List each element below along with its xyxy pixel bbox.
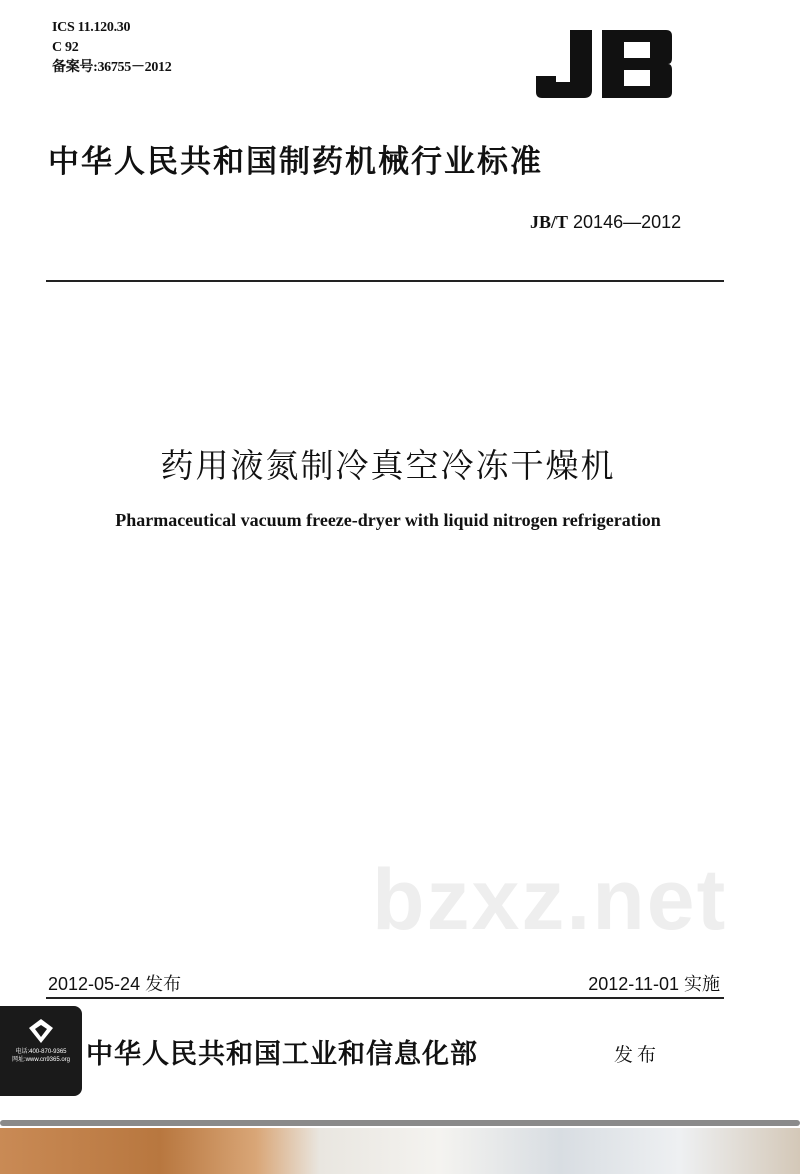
stamp-site: 网址:www.cn9365.org	[11, 1057, 71, 1063]
effective-date: 2012-11-01 实施	[588, 974, 720, 994]
standard-number	[530, 212, 681, 233]
viewer-scrollbar[interactable]	[0, 1120, 800, 1126]
document-title-cn: 药用液氮制冷真空冷冻干燥机	[160, 446, 616, 485]
publish-label: 发布	[614, 1044, 661, 1066]
bottom-divider	[46, 997, 724, 999]
standard-code: 20146—2012	[573, 212, 682, 232]
record-number: 备案号:36755－2012	[52, 60, 172, 75]
ics-code: ICS 11.120.30	[52, 20, 131, 35]
publisher: 中华人民共和国工业和信息化部	[86, 1039, 478, 1070]
stamp-emblem-icon	[26, 1016, 56, 1046]
document-title-en: Pharmaceutical vacuum freeze-dryer with liquid nitrogen refrigeration	[115, 510, 661, 530]
issue-date: 2012-05-24 发布	[48, 974, 182, 994]
anti-counterfeit-stamp	[0, 1006, 82, 1096]
standard-prefix: JB/T	[530, 212, 569, 232]
stamp-phone: 电话:400-870-9365	[15, 1049, 67, 1055]
ccs-code: C 92	[52, 40, 79, 55]
jb-logo	[536, 28, 674, 100]
top-divider	[46, 280, 724, 282]
ministry-standard-title: 中华人民共和国制药机械行业标准	[48, 144, 543, 180]
background-photo	[0, 1128, 800, 1174]
watermark: bzxz.net	[372, 852, 728, 948]
